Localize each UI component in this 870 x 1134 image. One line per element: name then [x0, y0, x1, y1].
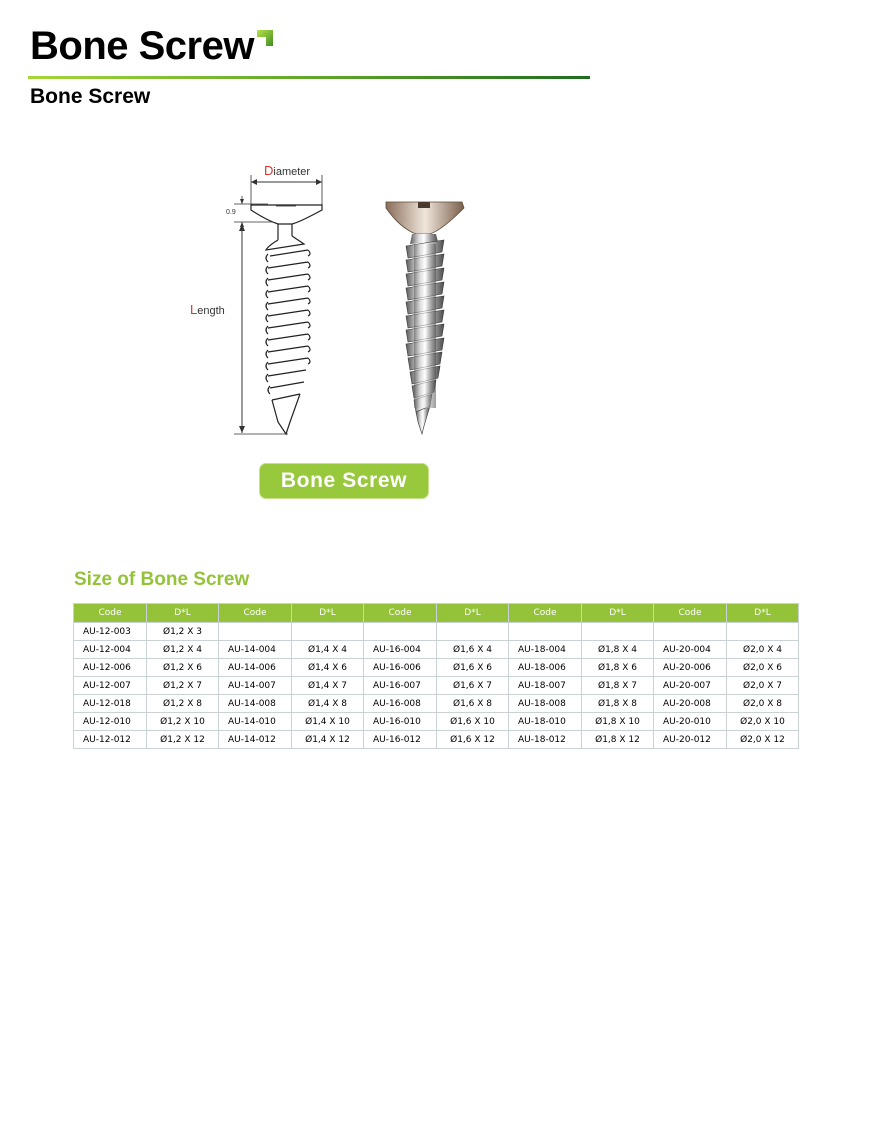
- size-cell: Ø1,4 X 12: [292, 731, 364, 749]
- size-cell: Ø1,6 X 4: [437, 641, 509, 659]
- size-cell: Ø1,8 X 6: [582, 659, 654, 677]
- size-cell: Ø1,4 X 4: [292, 641, 364, 659]
- code-cell: AU-16-008: [364, 695, 437, 713]
- code-cell: AU-14-012: [219, 731, 292, 749]
- header-code: Code: [509, 604, 582, 623]
- size-cell: Ø1,8 X 7: [582, 677, 654, 695]
- code-cell: AU-12-012: [74, 731, 147, 749]
- head-dimension-value: 0.9: [226, 209, 236, 216]
- size-cell: Ø1,2 X 3: [147, 623, 219, 641]
- svg-text:Diameter: [264, 163, 310, 178]
- diameter-label-initial: D: [264, 163, 274, 178]
- table-row: [74, 731, 799, 749]
- code-cell: AU-16-010: [364, 713, 437, 731]
- code-cell: [509, 623, 582, 641]
- code-cell: AU-14-010: [219, 713, 292, 731]
- length-label-initial: L: [190, 302, 198, 317]
- bone-screw-diagram: [180, 150, 500, 450]
- size-cell: Ø1,2 X 12: [147, 731, 219, 749]
- size-cell: [582, 623, 654, 641]
- code-cell: [364, 623, 437, 641]
- header-code: Code: [364, 604, 437, 623]
- header-code: Code: [654, 604, 727, 623]
- size-cell: Ø2,0 X 12: [727, 731, 799, 749]
- size-cell: Ø2,0 X 8: [727, 695, 799, 713]
- table-header-row: [74, 604, 799, 623]
- title-corner-square-icon: [257, 30, 273, 46]
- code-cell: AU-12-004: [74, 641, 147, 659]
- page-title: Bone Screw: [30, 24, 254, 68]
- code-cell: AU-16-006: [364, 659, 437, 677]
- size-cell: Ø2,0 X 10: [727, 713, 799, 731]
- code-cell: AU-12-007: [74, 677, 147, 695]
- table-row: [74, 641, 799, 659]
- size-table-heading: Size of Bone Screw: [74, 569, 250, 590]
- length-label-rest: ength: [197, 305, 225, 317]
- size-cell: Ø2,0 X 4: [727, 641, 799, 659]
- code-cell: AU-12-003: [74, 623, 147, 641]
- size-cell: Ø1,4 X 10: [292, 713, 364, 731]
- code-cell: AU-18-006: [509, 659, 582, 677]
- size-cell: Ø1,2 X 10: [147, 713, 219, 731]
- diameter-dimension: [251, 163, 322, 206]
- size-cell: [437, 623, 509, 641]
- table-row: [74, 713, 799, 731]
- code-cell: AU-16-007: [364, 677, 437, 695]
- code-cell: AU-20-012: [654, 731, 727, 749]
- size-cell: Ø1,6 X 12: [437, 731, 509, 749]
- code-cell: AU-18-010: [509, 713, 582, 731]
- table-row: [74, 623, 799, 641]
- size-cell: Ø1,2 X 8: [147, 695, 219, 713]
- size-cell: Ø1,8 X 10: [582, 713, 654, 731]
- size-cell: Ø1,8 X 12: [582, 731, 654, 749]
- code-cell: AU-12-010: [74, 713, 147, 731]
- size-cell: [727, 623, 799, 641]
- code-cell: AU-20-007: [654, 677, 727, 695]
- code-cell: [654, 623, 727, 641]
- size-cell: Ø2,0 X 6: [727, 659, 799, 677]
- header-d-l: D*L: [582, 604, 654, 623]
- screw-line-drawing: [251, 205, 322, 434]
- code-cell: AU-20-004: [654, 641, 727, 659]
- header-d-l: D*L: [727, 604, 799, 623]
- size-cell: Ø1,6 X 7: [437, 677, 509, 695]
- table-row: [74, 677, 799, 695]
- code-cell: AU-16-004: [364, 641, 437, 659]
- code-cell: AU-14-006: [219, 659, 292, 677]
- code-cell: AU-14-007: [219, 677, 292, 695]
- size-cell: Ø1,6 X 6: [437, 659, 509, 677]
- code-cell: AU-14-008: [219, 695, 292, 713]
- title-underline: [28, 76, 590, 79]
- code-cell: [219, 623, 292, 641]
- size-cell: Ø1,8 X 4: [582, 641, 654, 659]
- code-cell: AU-18-004: [509, 641, 582, 659]
- size-cell: Ø1,4 X 7: [292, 677, 364, 695]
- code-cell: AU-20-006: [654, 659, 727, 677]
- size-cell: Ø1,2 X 7: [147, 677, 219, 695]
- table-row: [74, 695, 799, 713]
- size-cell: Ø1,2 X 6: [147, 659, 219, 677]
- code-cell: AU-20-008: [654, 695, 727, 713]
- code-cell: AU-12-006: [74, 659, 147, 677]
- size-cell: [292, 623, 364, 641]
- code-cell: AU-18-012: [509, 731, 582, 749]
- code-cell: AU-16-012: [364, 731, 437, 749]
- header-d-l: D*L: [437, 604, 509, 623]
- size-cell: Ø1,6 X 10: [437, 713, 509, 731]
- size-cell: Ø1,2 X 4: [147, 641, 219, 659]
- code-cell: AU-18-008: [509, 695, 582, 713]
- bone-screw-button[interactable]: Bone Screw: [259, 463, 429, 499]
- code-cell: AU-12-018: [74, 695, 147, 713]
- header-d-l: D*L: [147, 604, 219, 623]
- header-code: Code: [74, 604, 147, 623]
- header-d-l: D*L: [292, 604, 364, 623]
- size-cell: Ø1,6 X 8: [437, 695, 509, 713]
- screw-rendered-image: [386, 202, 464, 434]
- diameter-label-rest: iameter: [273, 166, 311, 178]
- size-table: [73, 603, 799, 749]
- svg-text:Length: [190, 302, 225, 317]
- code-cell: AU-20-010: [654, 713, 727, 731]
- section-subtitle: Bone Screw: [30, 85, 151, 108]
- table-row: [74, 659, 799, 677]
- header-code: Code: [219, 604, 292, 623]
- code-cell: AU-18-007: [509, 677, 582, 695]
- size-cell: Ø1,4 X 6: [292, 659, 364, 677]
- size-cell: Ø2,0 X 7: [727, 677, 799, 695]
- size-cell: Ø1,8 X 8: [582, 695, 654, 713]
- size-cell: Ø1,4 X 8: [292, 695, 364, 713]
- code-cell: AU-14-004: [219, 641, 292, 659]
